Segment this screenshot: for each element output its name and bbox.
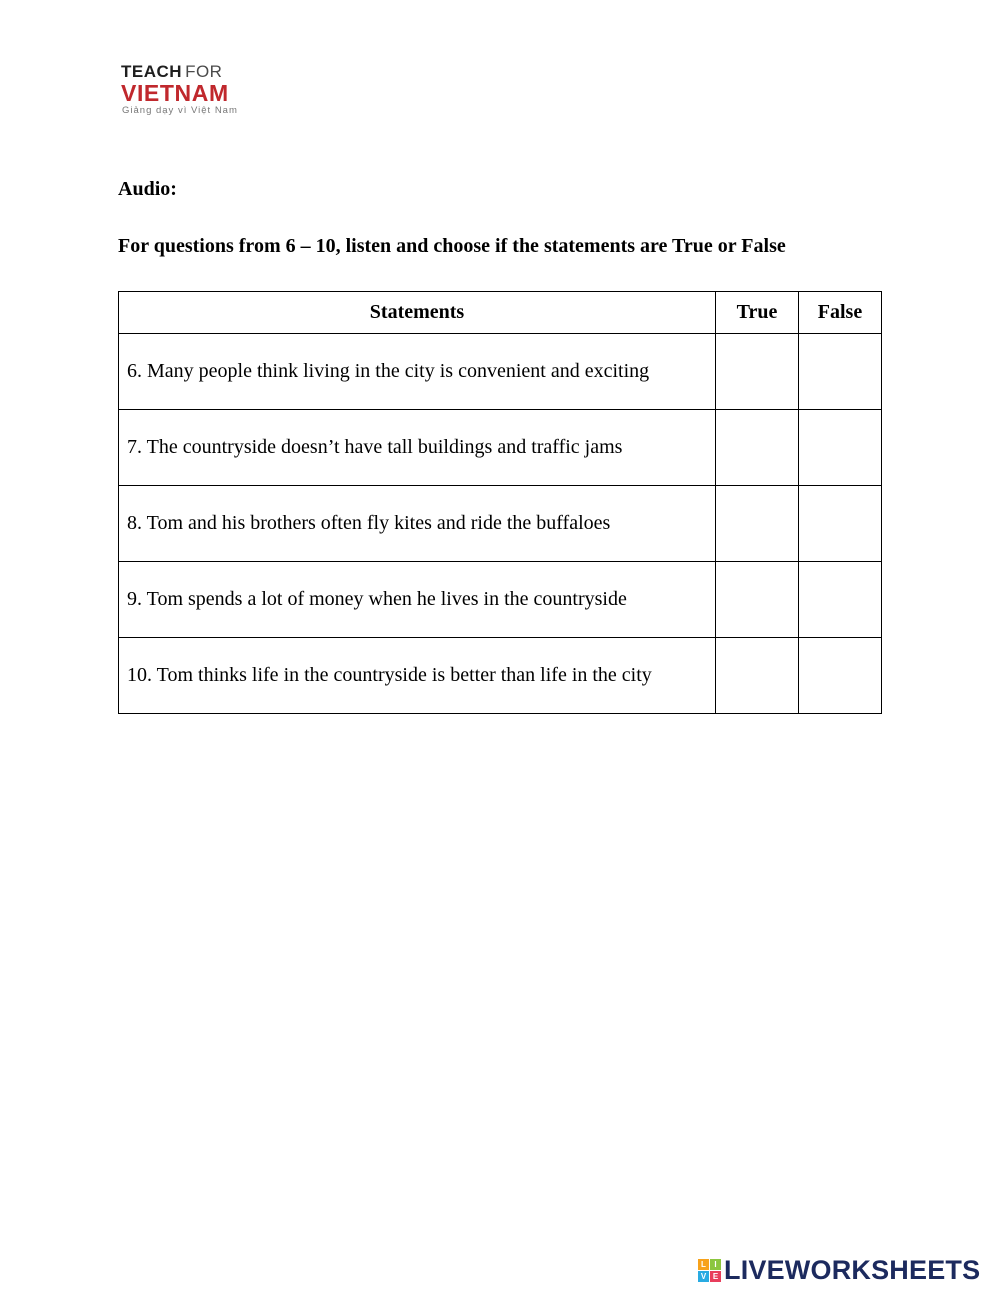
icon-letter-e: E — [710, 1271, 721, 1282]
logo-for: FOR — [185, 62, 223, 81]
false-answer-box[interactable] — [799, 410, 882, 486]
false-answer-box[interactable] — [799, 562, 882, 638]
true-answer-box[interactable] — [716, 486, 799, 562]
table-row — [119, 486, 882, 562]
statement-cell: 8. Tom and his brothers often fly kites and ride the buffaloes — [119, 486, 716, 562]
true-answer-box[interactable] — [716, 638, 799, 714]
false-answer-box[interactable] — [799, 486, 882, 562]
true-answer-box[interactable] — [716, 334, 799, 410]
instruction-text: For questions from 6 – 10, listen and choose if the statements are True or False — [118, 235, 786, 257]
header-false: False — [799, 292, 882, 334]
header-statements: Statements — [119, 292, 716, 334]
teach-for-vietnam-logo — [121, 62, 238, 117]
true-answer-box[interactable] — [716, 562, 799, 638]
liveworksheets-icon — [698, 1259, 721, 1282]
logo-vietnam: VIETNAM — [121, 80, 229, 106]
table-header-row — [119, 292, 882, 334]
logo-line-1 — [121, 62, 238, 81]
false-answer-box[interactable] — [799, 334, 882, 410]
true-answer-box[interactable] — [716, 410, 799, 486]
header-true: True — [716, 292, 799, 334]
table-row — [119, 638, 882, 714]
icon-letter-v: V — [698, 1271, 709, 1282]
false-answer-box[interactable] — [799, 638, 882, 714]
table-row — [119, 562, 882, 638]
liveworksheets-watermark — [698, 1256, 980, 1284]
statement-cell: 7. The countryside doesn’t have tall buildings and traffic jams — [119, 410, 716, 486]
audio-heading: Audio: — [118, 178, 177, 200]
icon-letter-i: I — [710, 1259, 721, 1270]
table-row — [119, 334, 882, 410]
icon-letter-l: L — [698, 1259, 709, 1270]
liveworksheets-text: LIVEWORKSHEETS — [724, 1254, 981, 1285]
logo-tagline: Giảng dạy vì Việt Nam — [122, 105, 238, 116]
statement-cell: 10. Tom thinks life in the countryside is better than life in the city — [119, 638, 716, 714]
logo-teach: TEACH — [121, 62, 183, 81]
true-false-table — [118, 291, 882, 714]
statement-cell: 6. Many people think living in the city is convenient and exciting — [119, 334, 716, 410]
table-row — [119, 410, 882, 486]
statement-cell: 9. Tom spends a lot of money when he lives in the countryside — [119, 562, 716, 638]
